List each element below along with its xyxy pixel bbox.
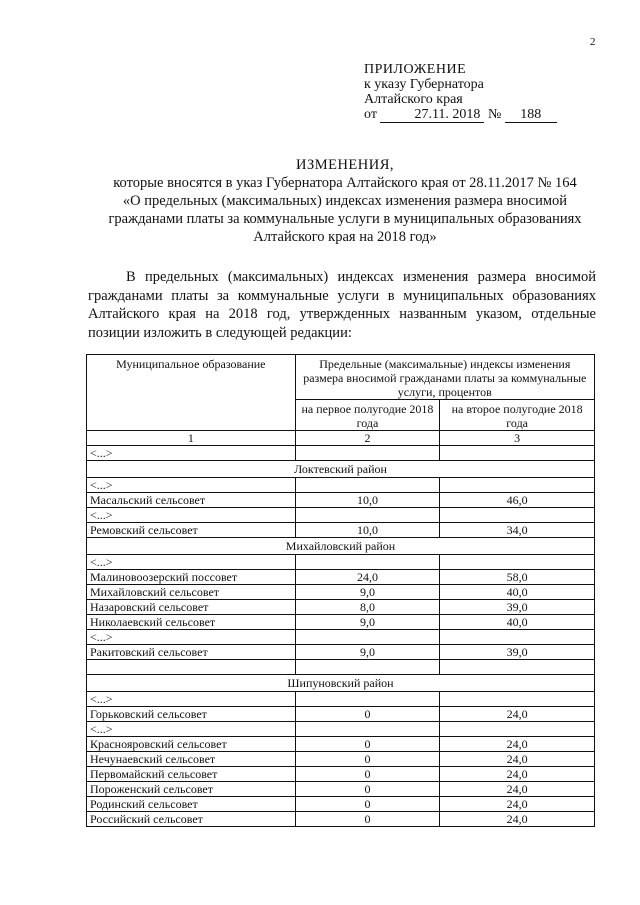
second-half-index xyxy=(440,446,595,461)
table-header-row xyxy=(87,355,595,400)
header-municipality: Муниципальное образование xyxy=(87,355,296,431)
first-half-index: 0 xyxy=(295,752,440,767)
municipality-name: Ракитовский сельсовет xyxy=(87,645,296,660)
appendix-line-2: Алтайского края xyxy=(364,92,463,107)
first-half-index xyxy=(295,660,440,675)
intro-line: позиции изложить в следующей редакции: xyxy=(88,324,352,341)
municipality-name: Михайловский сельсовет xyxy=(87,585,296,600)
second-half-index xyxy=(440,478,595,493)
district-row xyxy=(87,675,595,692)
municipality-name: Малиновоозерский поссовет xyxy=(87,570,296,585)
appendix-title: ПРИЛОЖЕНИЕ xyxy=(364,62,467,77)
table-row xyxy=(87,585,595,600)
date-prefix: от xyxy=(364,107,377,122)
municipality-name: Краснояровский сельсовет xyxy=(87,737,296,752)
number-prefix: № xyxy=(487,107,502,122)
second-half-index xyxy=(440,508,595,523)
header-indices: Предельные (максимальные) индексы изменения размера вносимой гражданами платы за коммунальные услуги, процентов xyxy=(295,355,594,400)
intro-paragraph xyxy=(88,268,596,342)
first-half-index: 24,0 xyxy=(295,570,440,585)
municipality-name: <...> xyxy=(87,446,296,461)
heading-line: «О предельных (максимальных) индексах изменения размера вносимой xyxy=(122,193,568,209)
first-half-index: 10,0 xyxy=(295,493,440,508)
second-half-index: 39,0 xyxy=(440,645,595,660)
first-half-index: 0 xyxy=(295,767,440,782)
decree-number: 188 xyxy=(505,107,557,123)
second-half-index: 40,0 xyxy=(440,615,595,630)
column-number: 3 xyxy=(440,431,595,446)
municipality-name: Ремовский сельсовет xyxy=(87,523,296,538)
ellipsis-row xyxy=(87,508,595,523)
intro-line: Алтайского края на 2018 год, утвержденных названным указом, отдельные xyxy=(88,306,596,322)
municipality-name: Пороженский сельсовет xyxy=(87,782,296,797)
municipality-name: <...> xyxy=(87,630,296,645)
header-second-half: на второе полугодие 2018 года xyxy=(440,400,595,431)
header-first-half: на первое полугодие 2018 года xyxy=(295,400,440,431)
district-row xyxy=(87,538,595,555)
ellipsis-row xyxy=(87,478,595,493)
municipality-name xyxy=(87,660,296,675)
table-row xyxy=(87,523,595,538)
appendix-line-1: к указу Губернатора xyxy=(364,77,484,92)
appendix-block xyxy=(364,62,557,123)
ellipsis-row xyxy=(87,630,595,645)
column-number: 2 xyxy=(295,431,440,446)
second-half-index xyxy=(440,660,595,675)
document-heading xyxy=(80,156,610,246)
first-half-index: 9,0 xyxy=(295,645,440,660)
ellipsis-row xyxy=(87,722,595,737)
first-half-index xyxy=(295,630,440,645)
indices-table xyxy=(86,354,595,827)
district-row xyxy=(87,461,595,478)
district-name: Михайловский район xyxy=(87,538,595,555)
ellipsis-row xyxy=(87,555,595,570)
municipality-name: Нечунаевский сельсовет xyxy=(87,752,296,767)
municipality-name: Николаевский сельсовет xyxy=(87,615,296,630)
ellipsis-row xyxy=(87,692,595,707)
first-half-index xyxy=(295,478,440,493)
first-half-index xyxy=(295,555,440,570)
second-half-index: 58,0 xyxy=(440,570,595,585)
heading-line: которые вносятся в указ Губернатора Алтайского края от 28.11.2017 № 164 xyxy=(113,175,577,191)
first-half-index: 8,0 xyxy=(295,600,440,615)
table-row xyxy=(87,615,595,630)
second-half-index xyxy=(440,630,595,645)
page-number: 2 xyxy=(590,36,596,48)
table-row xyxy=(87,600,595,615)
municipality-name: Родинский сельсовет xyxy=(87,797,296,812)
table-row xyxy=(87,493,595,508)
municipality-name: Масальский сельсовет xyxy=(87,493,296,508)
second-half-index: 46,0 xyxy=(440,493,595,508)
municipality-name: Горьковский сельсовет xyxy=(87,707,296,722)
second-half-index: 34,0 xyxy=(440,523,595,538)
district-name: Локтевский район xyxy=(87,461,595,478)
municipality-name: Назаровский сельсовет xyxy=(87,600,296,615)
second-half-index: 24,0 xyxy=(440,707,595,722)
table-row xyxy=(87,782,595,797)
heading-title: ИЗМЕНЕНИЯ, xyxy=(295,157,395,173)
first-half-index: 0 xyxy=(295,797,440,812)
first-half-index: 0 xyxy=(295,707,440,722)
municipality-name: Первомайский сельсовет xyxy=(87,767,296,782)
table-column-numbers-row xyxy=(87,431,595,446)
first-half-index: 0 xyxy=(295,737,440,752)
second-half-index: 24,0 xyxy=(440,737,595,752)
first-half-index: 9,0 xyxy=(295,585,440,600)
second-half-index xyxy=(440,692,595,707)
second-half-index: 39,0 xyxy=(440,600,595,615)
first-half-index xyxy=(295,446,440,461)
second-half-index xyxy=(440,555,595,570)
municipality-name: <...> xyxy=(87,478,296,493)
second-half-index: 24,0 xyxy=(440,767,595,782)
table-row xyxy=(87,767,595,782)
column-number: 1 xyxy=(87,431,296,446)
second-half-index xyxy=(440,722,595,737)
table-row xyxy=(87,645,595,660)
first-half-index: 9,0 xyxy=(295,615,440,630)
municipality-name: Российский сельсовет xyxy=(87,812,296,827)
intro-line: гражданами платы за коммунальные услуги в муниципальных образованиях xyxy=(88,287,596,304)
decree-date: 27.11. 2018 xyxy=(380,107,484,123)
second-half-index: 24,0 xyxy=(440,812,595,827)
district-name: Шипуновский район xyxy=(87,675,595,692)
municipality-name: <...> xyxy=(87,692,296,707)
second-half-index: 24,0 xyxy=(440,797,595,812)
second-half-index: 40,0 xyxy=(440,585,595,600)
table-row xyxy=(87,570,595,585)
table-row xyxy=(87,797,595,812)
intro-line: В предельных (максимальных) индексах изменения размера вносимой xyxy=(126,269,596,285)
appendix-date-line xyxy=(364,107,557,123)
first-half-index xyxy=(295,692,440,707)
table-row xyxy=(87,752,595,767)
second-half-index: 24,0 xyxy=(440,782,595,797)
first-half-index: 0 xyxy=(295,782,440,797)
first-half-index: 0 xyxy=(295,812,440,827)
table-row xyxy=(87,812,595,827)
table-row xyxy=(87,737,595,752)
table-row xyxy=(87,707,595,722)
ellipsis-row xyxy=(87,446,595,461)
first-half-index xyxy=(295,508,440,523)
first-half-index xyxy=(295,722,440,737)
heading-line: гражданами платы за коммунальные услуги в муниципальных образованиях xyxy=(108,211,582,227)
table-row xyxy=(87,660,595,675)
second-half-index: 24,0 xyxy=(440,752,595,767)
heading-line: Алтайского края на 2018 год» xyxy=(253,229,437,245)
first-half-index: 10,0 xyxy=(295,523,440,538)
municipality-name: <...> xyxy=(87,508,296,523)
municipality-name: <...> xyxy=(87,555,296,570)
municipality-name: <...> xyxy=(87,722,296,737)
